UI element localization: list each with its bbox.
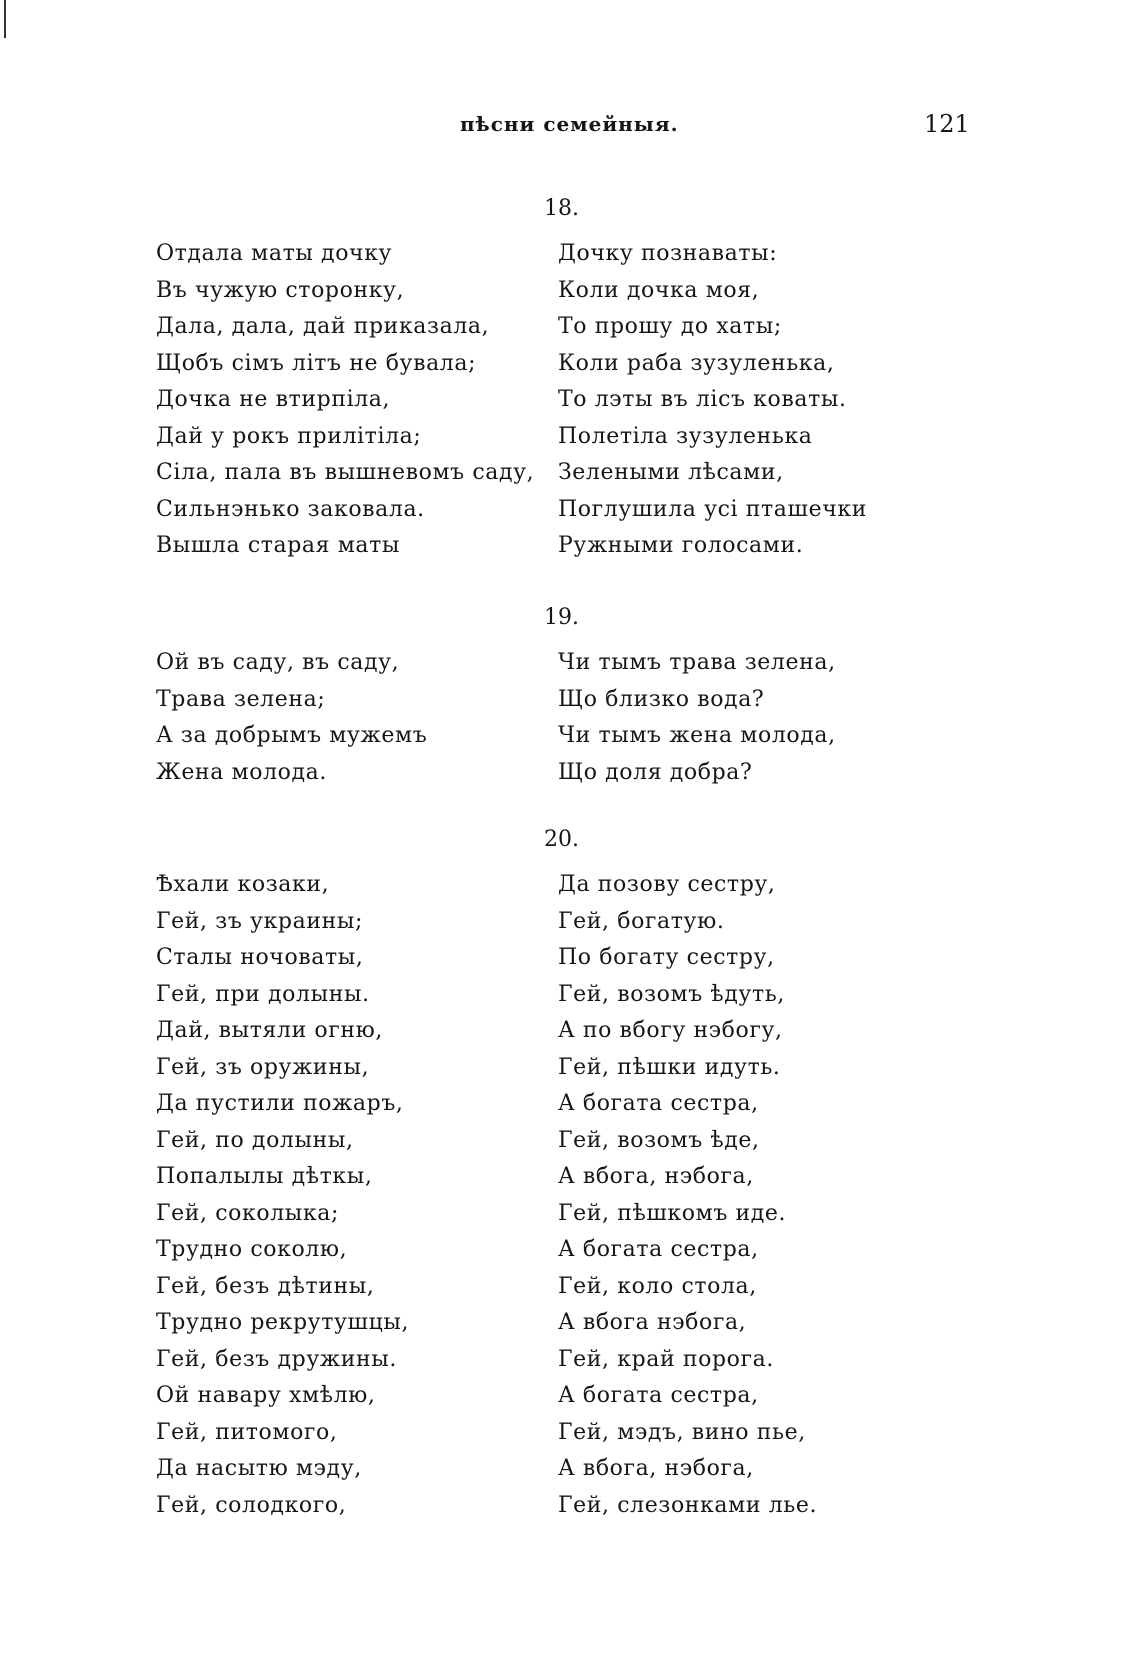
verse-line: Гей, коло стола, (558, 1273, 757, 1299)
verse-line: Въ чужую сторонку, (156, 277, 405, 303)
verse-line: А богата сестра, (558, 1383, 759, 1408)
verse-line: Гей, по долыны, (156, 1127, 354, 1153)
verse-line: Да насытю мэду, (156, 1456, 362, 1481)
verse-line: Дочку познаваты: (558, 241, 778, 266)
verse-line: Чи тымъ жена молода, (558, 723, 836, 748)
verse-line: Гей, зъ украины; (156, 908, 363, 934)
page-number: 121 (924, 110, 970, 138)
verse-line: Коли дочка моя, (558, 277, 760, 303)
verse-line: Сильнэнько заковала. (156, 496, 425, 522)
verse-line: Гей, соколыка; (156, 1200, 339, 1226)
song-number: 18. (544, 196, 579, 221)
verse-line: Дочка не втирпіла, (156, 387, 391, 412)
verse-line: Трава зелена; (156, 686, 326, 712)
verse-line: Гей, мэдъ, вино пье, (558, 1419, 806, 1445)
verse-line: Гей, солодкого, (156, 1492, 347, 1518)
verse-line: Дай у рокъ прилітіла; (156, 423, 422, 449)
song-right-column (558, 867, 817, 1524)
verse-line: Ружными голосами. (558, 533, 804, 558)
verse-line: Гей, пѣшки идуть. (558, 1054, 781, 1080)
running-title: пѣсни семейныя. (460, 112, 679, 136)
verse-line: Сталы ночоваты, (156, 945, 364, 970)
verse-line: Гей, питомого, (156, 1419, 338, 1445)
song-number: 20. (544, 827, 579, 852)
page-edge-mark (4, 0, 6, 38)
verse-line: То лэты въ лісъ коваты. (558, 387, 847, 412)
verse-line: А по вбогу нэбогу, (558, 1018, 783, 1043)
song-left-column (156, 867, 409, 1524)
verse-line: Гей, слезонками лье. (558, 1492, 818, 1518)
verse-line: Коли раба зузуленька, (558, 350, 835, 376)
verse-line: Ѣхали козаки, (156, 872, 330, 897)
song-left-column (156, 645, 427, 791)
verse-line: Вышла старая маты (156, 533, 401, 558)
verse-line: А богата сестра, (558, 1091, 759, 1116)
verse-line: Гей, богатую. (558, 908, 725, 934)
verse-line: А богата сестра, (558, 1237, 759, 1262)
verse-line: Зелеными лѣсами, (558, 460, 784, 485)
song-right-column (558, 645, 836, 791)
verse-line: Що близко вода? (558, 686, 765, 712)
verse-line: Дай, вытяли огню, (156, 1018, 384, 1043)
verse-line: Ой навару хмѣлю, (156, 1383, 376, 1408)
verse-line: А вбога, нэбога, (558, 1164, 754, 1189)
song-number: 19. (544, 605, 579, 630)
verse-line: Гей, возомъ ѣдуть, (558, 981, 785, 1007)
verse-line: То прошу до хаты; (558, 314, 782, 339)
page-header (0, 112, 1140, 152)
verse-line: Да позову сестру, (558, 872, 776, 897)
verse-line: Попалылы дѣткы, (156, 1164, 373, 1189)
verse-line: Гей, пѣшкомъ иде. (558, 1200, 787, 1226)
verse-line: Щобъ сімъ літъ не бувала; (156, 350, 477, 376)
verse-line: Трудно соколю, (156, 1237, 348, 1262)
verse-line: А вбога нэбога, (558, 1310, 747, 1335)
verse-line: Отдала маты дочку (156, 241, 393, 266)
verse-line: Трудно рекрутушцы, (156, 1310, 410, 1335)
song-right-column (558, 236, 867, 565)
verse-line: А вбога, нэбога, (558, 1456, 754, 1481)
verse-line: Да пустили пожаръ, (156, 1091, 404, 1116)
song-left-column (156, 236, 534, 565)
verse-line: Ой въ саду, въ саду, (156, 650, 400, 675)
verse-line: Жена молода. (156, 759, 327, 785)
verse-line: Що доля добра? (558, 759, 753, 785)
verse-line: Полетіла зузуленька (558, 423, 813, 449)
verse-line: По богату сестру, (558, 945, 775, 970)
verse-line: Гей, зъ оружины, (156, 1054, 370, 1080)
verse-line: Чи тымъ трава зелена, (558, 650, 836, 675)
verse-line: Поглушила усі пташечки (558, 496, 867, 522)
verse-line: Гей, край порога. (558, 1346, 774, 1372)
verse-line: Гей, безъ дѣтины, (156, 1273, 375, 1299)
verse-line: А за добрымъ мужемъ (156, 723, 428, 748)
verse-line: Дала, дала, дай приказала, (156, 314, 490, 339)
verse-line: Сіла, пала въ вышневомъ саду, (156, 460, 535, 485)
verse-line: Гей, возомъ ѣде, (558, 1127, 760, 1153)
verse-line: Гей, при долыны. (156, 981, 370, 1007)
verse-line: Гей, безъ дружины. (156, 1346, 397, 1372)
